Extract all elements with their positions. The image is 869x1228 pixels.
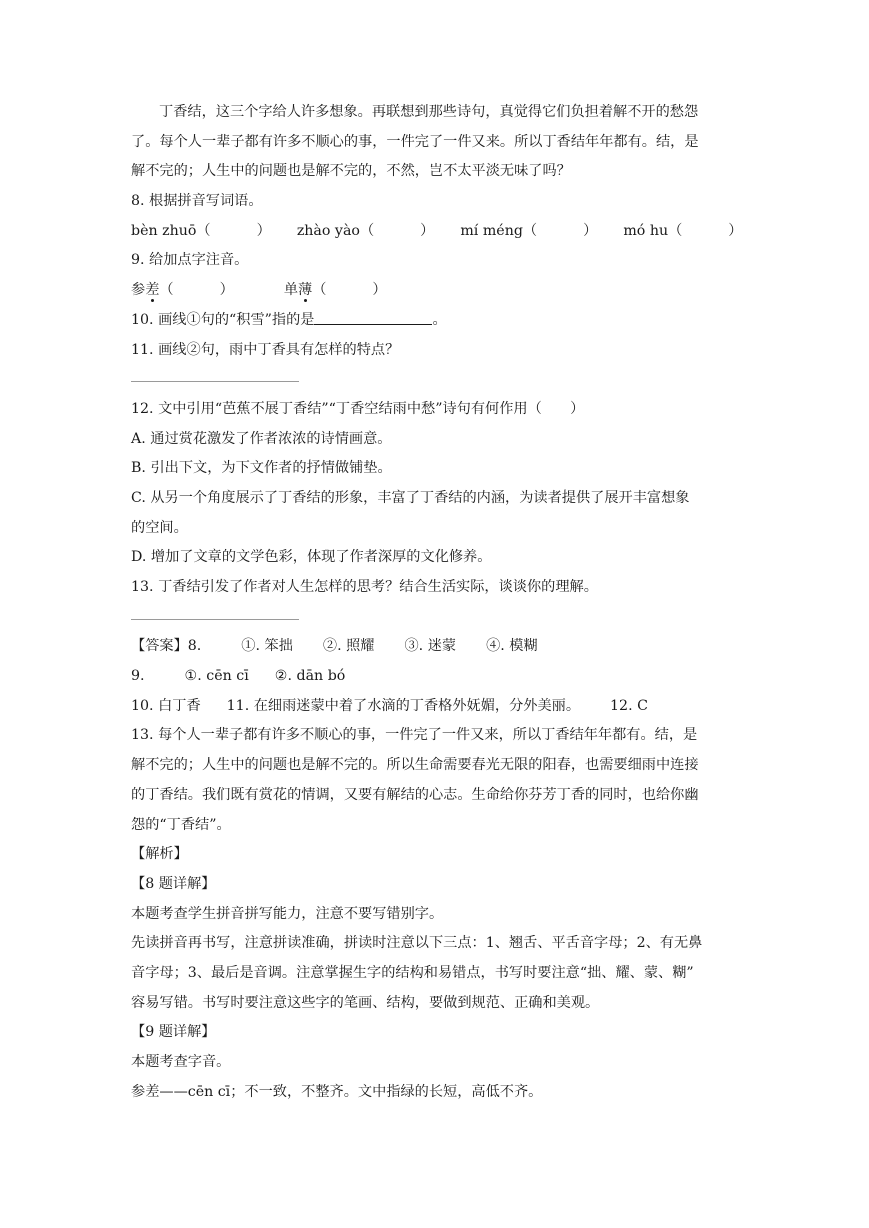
question-11-stem: 11. 画线②句，雨中丁香具有怎样的特点？	[131, 341, 400, 358]
answer-13-line: 怨的“丁香结”。	[131, 816, 231, 833]
answer-8-row: 【答案】8. ①. 笨拙 ②. 照耀 ③. 迷蒙 ④. 模糊	[131, 638, 538, 655]
answer-13-line: 13. 每个人一辈子都有许多不顺心的事，一件完了一件又来，所以丁香结年年都有。结，是	[131, 727, 698, 744]
question-12-stem: 12. 文中引用“芭蕉不展丁香结”“丁香空结雨中愁”诗句有何作用（ ）	[131, 400, 585, 417]
passage-line: 丁香结，这三个字给人许多想象。再联想到那些诗句，真觉得它们负担着解不开的愁怨	[159, 104, 699, 120]
question-10: 10. 画线①句的“积雪”指的是 。	[131, 306, 739, 336]
answer-line	[131, 365, 739, 395]
question-9-row: 参差（ ） 单薄（ ）	[131, 282, 387, 299]
answer-13-line: 解不完的；人生中的问题也是解不完的。所以生命需要春光无限的阳春，也需要细雨中连接	[131, 757, 699, 774]
analysis-heading: 【解析】	[131, 846, 188, 863]
pinyin-item: bèn zhuō（	[131, 222, 211, 239]
analysis-text: 本题考查字音。	[131, 1054, 231, 1070]
pinyin-item: zhào yào（	[296, 222, 375, 239]
passage-line: 了。每个人一辈子都有许多不顺心的事，一件完了一件又来。所以丁香结年年都有。结，是	[131, 133, 699, 150]
answer-label: 【答案】8.	[131, 638, 202, 655]
analysis-8-heading: 【8 题详解】	[131, 875, 216, 892]
option-b[interactable]: B. 引出下文，为下文作者的抒情做铺垫。	[131, 460, 392, 477]
passage-line: 解不完的；人生中的问题也是解不完的，不然，岂不太平淡无味了吗？	[131, 163, 571, 180]
answer-9-row: 9. ①. cēn cī ②. dān bó	[131, 668, 346, 685]
analysis-text: 音字母；3、最后是音调。注意掌握生字的结构和易错点，书写时要注意“拙、耀、蒙、糊”	[131, 964, 694, 981]
answer-line	[131, 603, 739, 633]
analysis-9-heading: 【9 题详解】	[131, 1024, 216, 1041]
option-a[interactable]: A. 通过赏花激发了作者浓浓的诗情画意。	[131, 430, 392, 447]
answer-10-12-row: 10. 白丁香 11. 在细雨迷蒙中着了水滴的丁香格外妩媚，分外美丽。 12. C	[131, 697, 648, 714]
question-8-stem: 8. 根据拼音写词语。	[131, 193, 263, 210]
question-9-stem: 9. 给加点字注音。	[131, 252, 249, 269]
question-13-stem: 13. 丁香结引发了作者对人生怎样的思考？结合生活实际，谈谈你的理解。	[131, 579, 598, 595]
fill-in-underline[interactable]	[314, 308, 432, 325]
dotted-char: 差	[145, 282, 160, 299]
pinyin-item: mí méng（	[460, 222, 538, 239]
question-8-pinyin-row: bèn zhuō（ ） zhào yào（ ） mí méng（ ） mó hu（ ）	[131, 222, 743, 239]
analysis-text: 参差——cēn cī；不一致，不整齐。文中指绿的长短，高低不齐。	[131, 1083, 543, 1100]
dotted-char: 薄	[298, 282, 313, 299]
answer-13-line: 的丁香结。我们既有赏花的情调，又要有解结的心志。生命给你芬芳丁香的同时，也给你幽	[131, 786, 699, 803]
pinyin-item: mó hu（	[623, 222, 683, 239]
option-c[interactable]: C. 从另一个角度展示了丁香结的形象，丰富了丁香结的内涵，为读者提供了展开丰富想象	[131, 489, 690, 506]
option-c-continued: 的空间。	[131, 519, 188, 536]
analysis-text: 本题考查学生拼音拼写能力，注意不要写错别字。	[131, 905, 444, 922]
option-d[interactable]: D. 增加了文章的文学色彩，体现了作者深厚的文化修养。	[131, 549, 492, 566]
document-page	[131, 98, 743, 1107]
analysis-text: 先读拼音再书写，注意拼读准确，拼读时注意以下三点：1、翘舌、平舌音字母；2、有无鼻	[131, 935, 703, 952]
analysis-text: 容易写错。书写时要注意这些字的笔画、结构，要做到规范、正确和美观。	[131, 994, 600, 1011]
